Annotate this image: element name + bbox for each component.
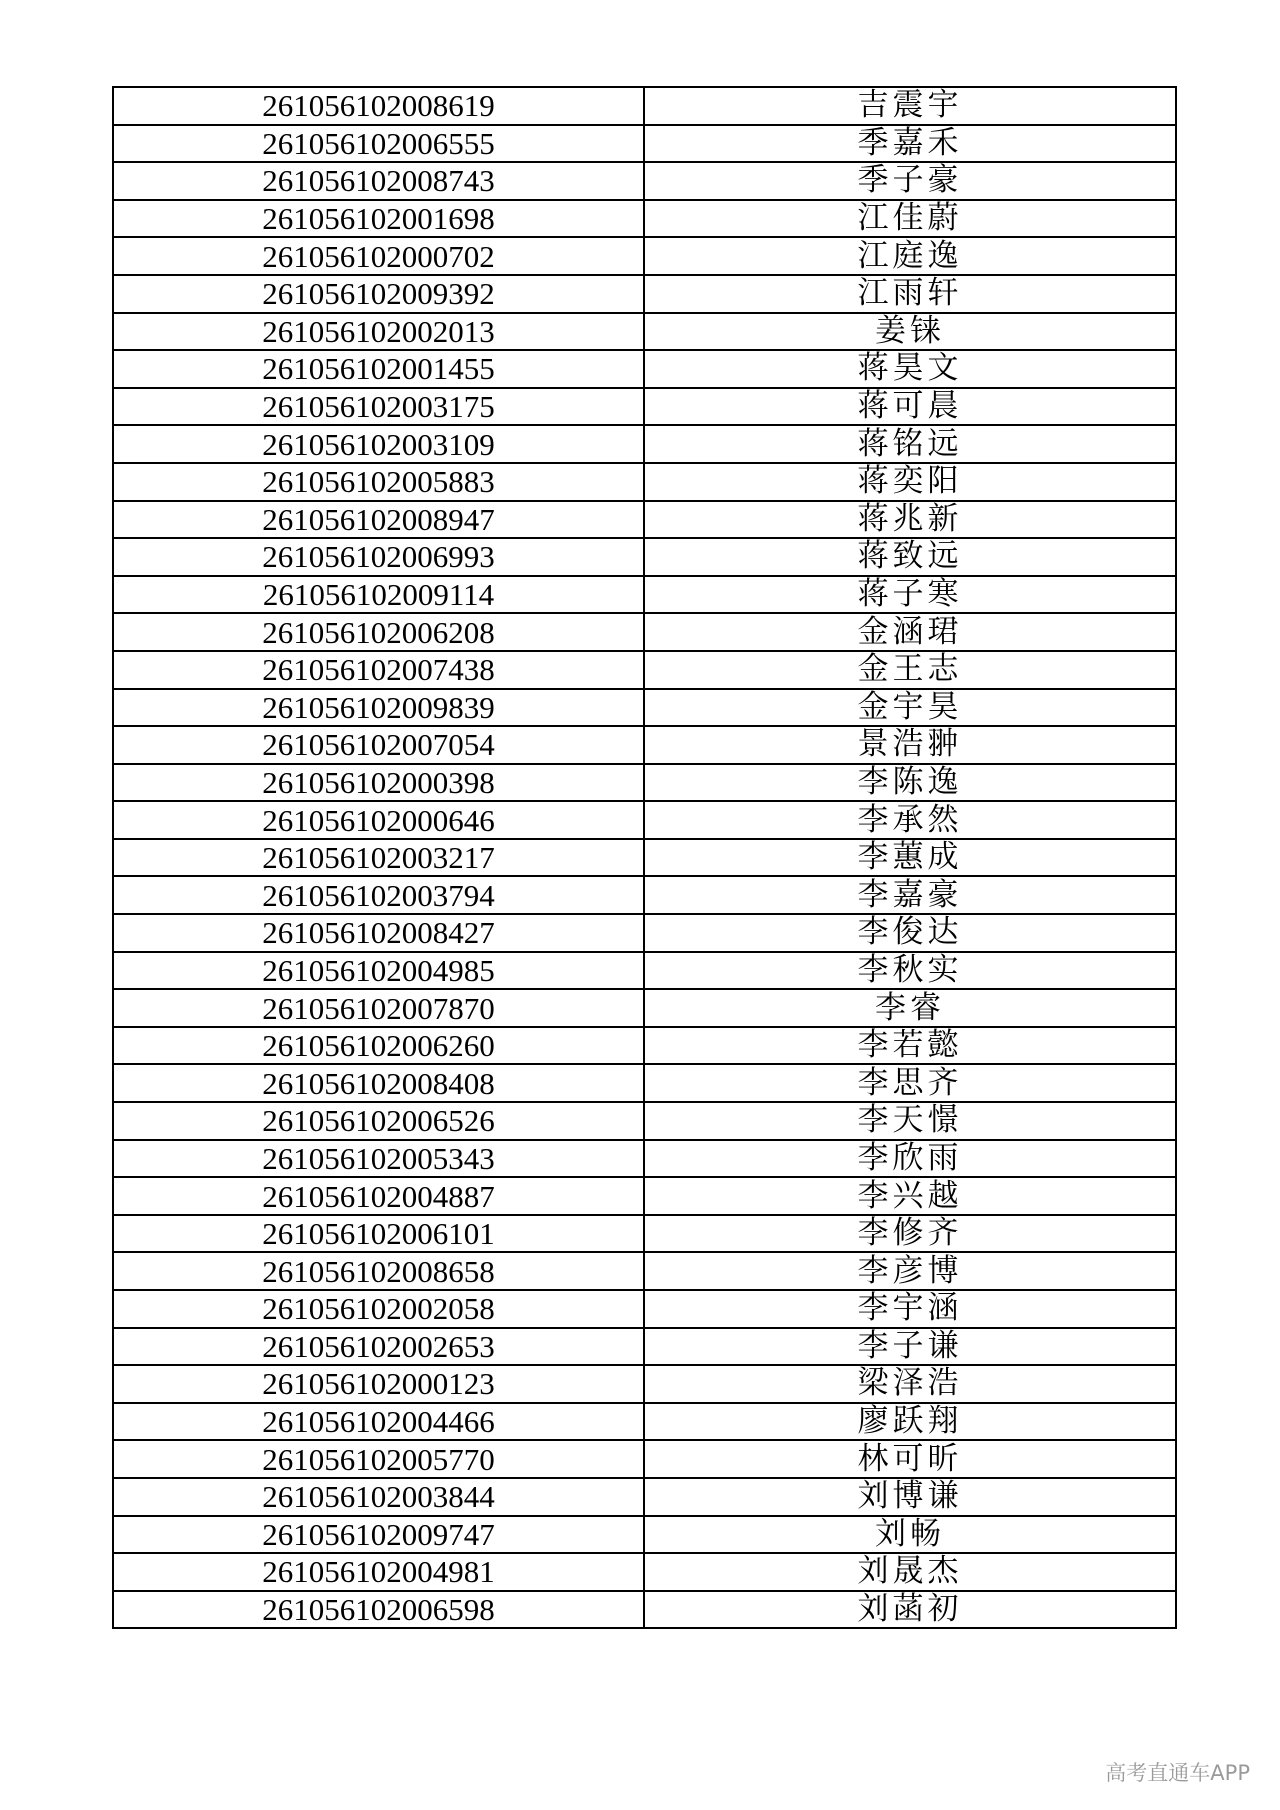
table-row: [113, 538, 1176, 576]
student-name-cell: 李嘉豪: [644, 876, 1176, 914]
student-name-cell: 梁泽浩: [644, 1365, 1176, 1403]
table-body: [113, 87, 1176, 1628]
student-name-cell: 金涵珺: [644, 613, 1176, 651]
table-row: [113, 125, 1176, 163]
exam-id-cell: 261056102000398: [113, 764, 644, 802]
student-name-cell: 吉震宇: [644, 87, 1176, 125]
student-name-cell: 刘畅: [644, 1516, 1176, 1554]
exam-id-cell: 261056102009747: [113, 1516, 644, 1554]
table-row: [113, 313, 1176, 351]
table-row: [113, 952, 1176, 990]
table-row: [113, 651, 1176, 689]
exam-id-cell: 261056102000702: [113, 237, 644, 275]
table-row: [113, 275, 1176, 313]
exam-id-cell: 261056102004985: [113, 952, 644, 990]
exam-id-cell: 261056102008427: [113, 914, 644, 952]
student-name-cell: 林可昕: [644, 1440, 1176, 1478]
table-row: [113, 764, 1176, 802]
exam-id-cell: 261056102006208: [113, 613, 644, 651]
exam-id-cell: 261056102002013: [113, 313, 644, 351]
table-row: [113, 1290, 1176, 1328]
student-name-cell: 景浩翀: [644, 726, 1176, 764]
table-row: [113, 1553, 1176, 1591]
exam-id-cell: 261056102004887: [113, 1177, 644, 1215]
student-name-cell: 蒋铭远: [644, 425, 1176, 463]
table-row: [113, 87, 1176, 125]
table-row: [113, 1440, 1176, 1478]
student-name-cell: 李陈逸: [644, 764, 1176, 802]
exam-id-cell: 261056102006101: [113, 1215, 644, 1253]
student-name-cell: 刘博谦: [644, 1478, 1176, 1516]
table-row: [113, 989, 1176, 1027]
exam-id-cell: 261056102005343: [113, 1140, 644, 1178]
student-name-cell: 李子谦: [644, 1328, 1176, 1366]
student-name-cell: 蒋子寒: [644, 576, 1176, 614]
student-name-cell: 李睿: [644, 989, 1176, 1027]
exam-id-cell: 261056102007054: [113, 726, 644, 764]
exam-id-cell: 261056102004466: [113, 1403, 644, 1441]
exam-id-cell: 261056102009392: [113, 275, 644, 313]
student-name-cell: 李思齐: [644, 1064, 1176, 1102]
exam-id-cell: 261056102006598: [113, 1591, 644, 1629]
student-name-cell: 李俊达: [644, 914, 1176, 952]
student-name-cell: 李宇涵: [644, 1290, 1176, 1328]
student-name-cell: 蒋昊文: [644, 350, 1176, 388]
student-name-cell: 李彦博: [644, 1252, 1176, 1290]
table-row: [113, 350, 1176, 388]
student-name-cell: 李承然: [644, 801, 1176, 839]
table-row: [113, 1177, 1176, 1215]
exam-id-cell: 261056102000646: [113, 801, 644, 839]
student-name-cell: 季子豪: [644, 162, 1176, 200]
table-row: [113, 1252, 1176, 1290]
table-row: [113, 726, 1176, 764]
table-row: [113, 388, 1176, 426]
exam-id-cell: 261056102006555: [113, 125, 644, 163]
student-name-cell: 李蕙成: [644, 839, 1176, 877]
table-row: [113, 689, 1176, 727]
table-row: [113, 1027, 1176, 1065]
exam-id-cell: 261056102007870: [113, 989, 644, 1027]
table-row: [113, 1478, 1176, 1516]
exam-id-cell: 261056102001455: [113, 350, 644, 388]
table-row: [113, 1365, 1176, 1403]
exam-id-cell: 261056102003844: [113, 1478, 644, 1516]
exam-id-cell: 261056102005883: [113, 463, 644, 501]
exam-id-cell: 261056102006260: [113, 1027, 644, 1065]
exam-id-cell: 261056102008408: [113, 1064, 644, 1102]
student-name-cell: 姜铼: [644, 313, 1176, 351]
table-row: [113, 801, 1176, 839]
table-row: [113, 1102, 1176, 1140]
table-row: [113, 237, 1176, 275]
table-row: [113, 1328, 1176, 1366]
student-name-cell: 金宇昊: [644, 689, 1176, 727]
table-row: [113, 1064, 1176, 1102]
table-row: [113, 613, 1176, 651]
exam-id-cell: 261056102009114: [113, 576, 644, 614]
student-name-cell: 蒋可晨: [644, 388, 1176, 426]
exam-id-cell: 261056102003109: [113, 425, 644, 463]
table-row: [113, 200, 1176, 238]
exam-id-cell: 261056102003217: [113, 839, 644, 877]
table-row: [113, 839, 1176, 877]
exam-id-cell: 261056102002653: [113, 1328, 644, 1366]
table-row: [113, 876, 1176, 914]
exam-id-cell: 261056102003794: [113, 876, 644, 914]
student-name-cell: 江雨轩: [644, 275, 1176, 313]
table-row: [113, 501, 1176, 539]
table-row: [113, 425, 1176, 463]
table-row: [113, 463, 1176, 501]
exam-id-cell: 261056102008743: [113, 162, 644, 200]
student-name-cell: 廖跃翔: [644, 1403, 1176, 1441]
table-row: [113, 1403, 1176, 1441]
student-name-cell: 蒋致远: [644, 538, 1176, 576]
student-name-cell: 李兴越: [644, 1177, 1176, 1215]
table-row: [113, 162, 1176, 200]
exam-id-cell: 261056102006526: [113, 1102, 644, 1140]
exam-id-cell: 261056102001698: [113, 200, 644, 238]
exam-id-cell: 261056102003175: [113, 388, 644, 426]
student-list-table: [112, 86, 1177, 1629]
table-row: [113, 1140, 1176, 1178]
exam-id-cell: 261056102009839: [113, 689, 644, 727]
exam-id-cell: 261056102000123: [113, 1365, 644, 1403]
exam-id-cell: 261056102004981: [113, 1553, 644, 1591]
student-name-cell: 刘晟杰: [644, 1553, 1176, 1591]
table-row: [113, 914, 1176, 952]
exam-id-cell: 261056102006993: [113, 538, 644, 576]
student-name-cell: 江庭逸: [644, 237, 1176, 275]
table-row: [113, 1516, 1176, 1554]
student-name-cell: 李天憬: [644, 1102, 1176, 1140]
student-name-cell: 江佳蔚: [644, 200, 1176, 238]
exam-id-cell: 261056102008658: [113, 1252, 644, 1290]
table-row: [113, 576, 1176, 614]
student-name-cell: 李若懿: [644, 1027, 1176, 1065]
table-row: [113, 1591, 1176, 1629]
student-name-cell: 季嘉禾: [644, 125, 1176, 163]
exam-id-cell: 261056102008947: [113, 501, 644, 539]
student-name-cell: 李欣雨: [644, 1140, 1176, 1178]
app-watermark: 高考直通车APP: [1105, 1761, 1250, 1785]
exam-id-cell: 261056102002058: [113, 1290, 644, 1328]
table-row: [113, 1215, 1176, 1253]
student-name-cell: 李修齐: [644, 1215, 1176, 1253]
student-name-cell: 蒋兆新: [644, 501, 1176, 539]
student-name-cell: 蒋奕阳: [644, 463, 1176, 501]
exam-id-cell: 261056102005770: [113, 1440, 644, 1478]
exam-id-cell: 261056102007438: [113, 651, 644, 689]
student-name-cell: 刘菡初: [644, 1591, 1176, 1629]
student-name-cell: 金王志: [644, 651, 1176, 689]
student-name-cell: 李秋实: [644, 952, 1176, 990]
exam-id-cell: 261056102008619: [113, 87, 644, 125]
